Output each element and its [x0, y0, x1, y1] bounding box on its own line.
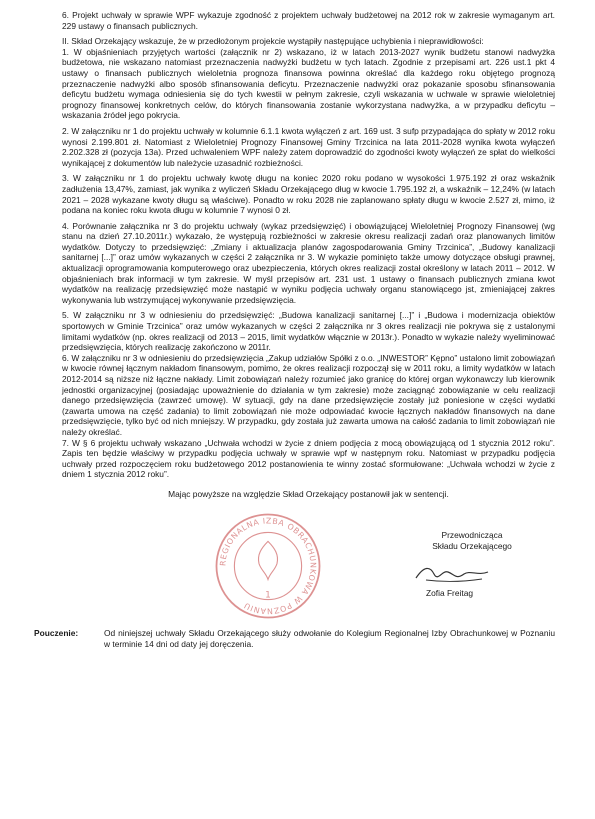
eagle-emblem-icon — [258, 541, 277, 579]
official-seal-stamp — [212, 510, 324, 622]
legal-notice-text: Od niniejszej uchwały Składu Orzekającego służy odwołanie do Kolegium Regionalnej Izby Obrachunkowej w Poznaniu w terminie 14 dni od daty jej doręczenia. — [104, 627, 555, 649]
paragraph-irregularities-2: 2. W załączniku nr 1 do projektu uchwały w kolumnie 6.1.1 kwota wyłączeń z art. 169 ust. 3 sufp przypadająca do spłaty w 2012 roku wynosi 2.199.801 zł. Natomiast z Wieloletniej Prognozy Finansowej Gminy Trzcinica na lata 2011-2028 wynika kwota wyłączeń 2.202.328 zł (pozycja 13a). Przed uchwaleniem WPF należy zatem doprowadzić do zgodności kwoty wyłączeń ze spłat do wielkości wynikającej z dokumentów lub należycie uzasadnić rozbieżności. — [62, 125, 555, 168]
paragraph-irregularities-5: 5. W załączniku nr 3 w odniesieniu do przedsięwzięć: „Budowa kanalizacji sanitarnej [...]” i „Budowa i modernizacja obiektów sportowych w Gminie Trzcinica” oraz umów wykazanych w części 2 załącznika nr 3 okres realizacji nie pokrywa się z ustalonymi limitami wydatków (np. okres realizacji od 2013 – 2015, limit wydatków włącznie w 2013r.). Ponadto w wykazie należy wyeliminować przedsięwzięcia, których realizację zakończono w 2011r. — [62, 310, 555, 353]
legal-notice — [34, 628, 555, 649]
handwritten-signature — [412, 562, 492, 584]
paragraph-irregularities-1: II. Skład Orzekający wskazuje, że w przedłożonym projekcie wystąpiły następujące uchybienia i nieprawidłowości: 1. W objaśnieniach przyjętych wartości (załącznik nr 2) wskazano, iż w latach 2013-2027 wynik budżetu stanowi nadwyżka budżetowa, nie wskazano natomiast przeznaczenia nadwyżki budżetu w tych latach. Zgodnie z przepisami art. 226 ust.1 pkt 4 ustawy o finansach publicznych wieloletnia prognoza finansowa powinna określać dla każdego roku objętego prognozą przeznaczenie nadwyżki albo sposób sfinansowania deficytu. Przeznaczenie nadwyżki oraz pokazanie sposobu sfinansowania deficytu budżetu wymaga odniesienia się do tych kwestii w pełnym zakresie, czyli wskazania w uchwale w sprawie wieloletniej prognozy finansowej konkretnych celów, do których finansowania zostanie wykorzystana nadwyżka, a w przypadku deficytu – wskazania źródeł jego pokrycia. — [62, 36, 555, 121]
paragraph-wpf-compliance: 6. Projekt uchwały w sprawie WPF wykazuje zgodność z projektem uchwały budżetowej na 2012 rok w zakresie wymaganym art. 229 ustawy o finansach publicznych. — [62, 10, 555, 31]
paragraph-irregularities-6: 6. W załączniku nr 3 w odniesieniu do przedsięwzięcia „Zakup udziałów Spółki z o.o. „INWESTOR” Kępno” ustalono limit zobowiązań w kwocie równej łącznym nakładom finansowym, pomimo, że okres realizacji rozpoczął się w 2011 roku, a limity wydatków w latach 2012-2014 są niższe niż łączne nakłady. Limit zobowiązań należy rozumieć jako granicę do której organ wykonawczy lub kierownik jednostki organizacyjnej (posiadając upoważnienie do działania w tym zakresie) może zaciągnąć zobowiązanie w celu realizacji danego przedsięwzięcia (zawrzeć umowę). W sytuacji, gdy na dane przedsięwzięcie zostały już poniesione w części wydatki (zawarta umowa na część zadania) to limit zobowiązań nie może odpowiadać kwocie łącznych nakładów finansowych na dane przedsięwzięcie, tylko być od nich mniejszy. W przypadku, gdy została już zawarta umowa na całość zadania to limit zobowiązań nie należy określać. — [62, 352, 555, 437]
legal-notice-label: Pouczenie: — [34, 627, 79, 638]
closing-statement: Mając powyższe na względzie Skład Orzekający postanowił jak w sentencji. — [168, 488, 449, 499]
stamp-center-mark: 1 — [265, 590, 271, 601]
stamp-ring-text: REGIONALNA IZBA OBRACHUNKOWA W POZNANIU — [218, 516, 318, 616]
paragraph-irregularities-7: 7. W § 6 projektu uchwały wskazano „Uchwała wchodzi w życie z dniem podjęcia z mocą obowiązującą od 1 stycznia 2012 roku”. Zapis ten będzie właściwy w przypadku podjęcia uchwały w sprawie wpf w następnym roku. Natomiast w przypadku podjęcia uchwały przed rozpoczęciem roku budżetowego 2012 postanowienia te winny zostać sformułowane: „Uchwała wchodzi w życie z dniem 1 stycznia 2012 roku”. — [62, 437, 555, 480]
paragraph-irregularities-4: 4. Porównanie załącznika nr 3 do projektu uchwały (wykaz przedsięwzięć) i obowiązującej Wieloletniej Prognozy Finansowej (wg stanu na dzień 27.10.2011r.) wykazało, że występują rozbieżności w zakresie okresu realizacji zadań oraz planowanych limitów wydatków. Dotyczy to przedsięwzięć: „Zmiany i aktualizacja planów zagospodarowania Gminy Trzcinica”, „Budowy kanalizacji sanitarnej [...]” oraz umów wykazanych w części 2 załącznika nr 3. W wykazie pominięto także umowy dotyczące obsługi prawnej, aktualizacji oprogramowania komputerowego oraz ubezpieczenia, których okres realizacji został określony w latach 2011 – 2012. W objaśnieniach brak informacji w tym zakresie. W myśl przepisów art. 231 ust. 1 ustawy o finansach publicznych zmiana kwot wydatków na realizację przedsięwzięć może nastąpić w wyniku podjęcia uchwały organu stanowiącego jst, zmieniającej zakres wykonywania lub wstrzymującej wykonywanie przedsięwzięcia. — [62, 220, 555, 305]
paragraph-irregularities-3: 3. W załączniku nr 1 do projektu uchwały kwotę długu na koniec 2020 roku podano w wysokości 1.975.192 zł oraz wskaźnik zadłużenia 13,47%, zamiast, jak wynika z wyliczeń Składu Orzekającego dług w kwocie 1.795.192 zł, a wskaźnik – 12,24% (w latach 2021 – 2028 wykazane kwoty długu są właściwe). Ponadto w roku 2028 nie zaplanowano spłaty długu w kwocie 2.527 zł, mimo, iż podana na koniec roku kwota długu w kolumnie 7 wynosi 0 zł. — [62, 173, 555, 216]
signature-block — [402, 530, 542, 552]
signature-title: Przewodnicząca — [441, 529, 503, 540]
signatory-name: Zofia Freitag — [426, 587, 474, 598]
signature-area — [62, 508, 555, 626]
signature-subtitle: Składu Orzekającego — [432, 540, 512, 551]
svg-text:REGIONALNA IZBA OBRACHUNKOWA W — [218, 516, 317, 615]
